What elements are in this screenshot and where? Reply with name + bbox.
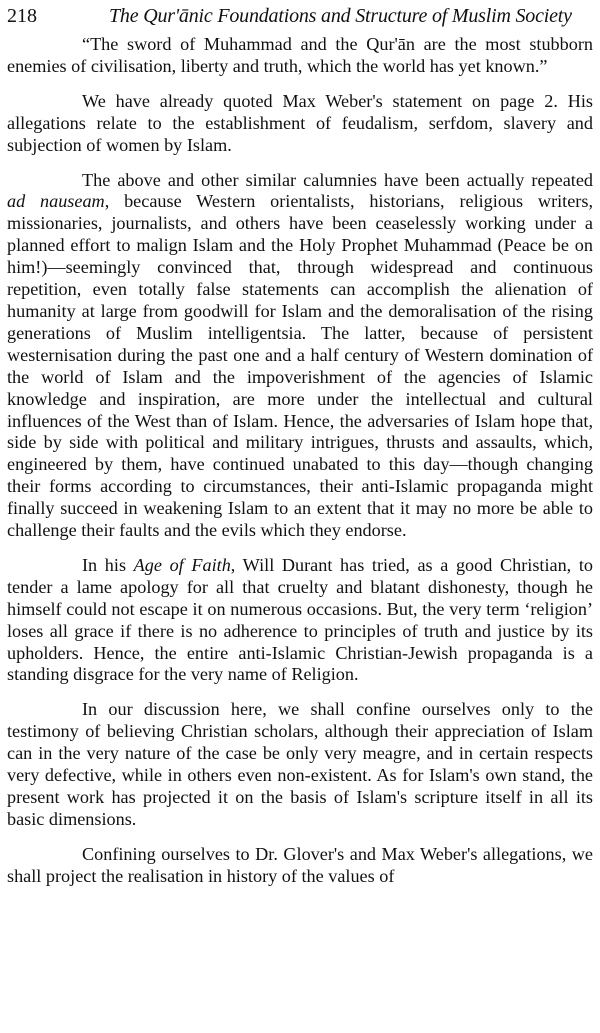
- italic-ad-nauseam: ad nauseam: [7, 191, 105, 212]
- italic-book-title: Age of Faith: [133, 554, 231, 575]
- paragraph-calumnies-rest: , because Western orientalists, historians, religious writers, missionaries, journalists, and others have been ceaselessly working under a planned effort to malign Islam and the Holy Prophet Muhammad (Peace be on him!)—seemingly convinced that, through widespread and continuous repetition, even totally false statements can accomplish the alienation of humanity at large from goodwill for Islam and the demoralisation of the rising generations of Muslim intelligentsia. The latter, because of persistent westernisation during the past one and a half century of Western domination of the world of Islam and the impoverishment of the agencies of Islamic knowledge and inspiration, are more under the intellectual and cultural influences of the West than of Islam. Hence, the adversaries of Islam hope that, side by side with political and military intrigues, thrusts and assaults, which, engineered by them, have continued unabated to this day—though changing their forms according to circumstances, their anti-Islamic propaganda might finally succeed in weakening Islam to an extent that it may no more be able to challenge their faults and the evils which they endorse.: [7, 191, 593, 541]
- paragraph-durant-start: In his: [82, 554, 134, 575]
- page-number: 218: [7, 5, 37, 27]
- paragraph-confining: Confining ourselves to Dr. Glover's and Max Weber's allegations, we shall project the realisation in history of the values of: [7, 843, 593, 886]
- paragraph-durant-rest: , Will Durant has tried, as a good Christian, to tender a lame apology for all that cruelty and blatant dishonesty, though he himself could not escape it on numerous occasions. But, the very term ‘religion’ loses all grace if there is no adherence to principles of truth and justice by its upholders. Hence, the entire anti-Islamic Christian-Jewish propaganda is a standing disgrace for the very name of Religion.: [7, 554, 594, 685]
- body-text: [7, 34, 593, 888]
- paragraph-weber: We have already quoted Max Weber's statement on page 2. His allegations relate to the establishment of feudalism, serfdom, slavery and subjection of women by Islam.: [7, 90, 593, 155]
- paragraph-calumnies: [7, 170, 593, 542]
- running-title: The Qur'ānic Foundations and Structure of Muslim Society: [109, 5, 572, 27]
- paragraph-durant: [7, 555, 593, 686]
- paragraph-quote: “The sword of Muhammad and the Qur'ān are the most stubborn enemies of civilisation, liberty and truth, which the world has yet known.”: [7, 34, 593, 76]
- page-header: [7, 2, 593, 30]
- paragraph-calumnies-start: The above and other similar calumnies have been actually repeated: [82, 169, 593, 190]
- paragraph-discussion: In our discussion here, we shall confine ourselves only to the testimony of believing Christian scholars, although their appreciation of Islam can in the very nature of the case be only very meagre, and in certain respects very defective, while in others even non-existent. As for Islam's own stand, the present work has projected it on the basis of Islam's scripture itself in all its basic dimensions.: [7, 699, 593, 829]
